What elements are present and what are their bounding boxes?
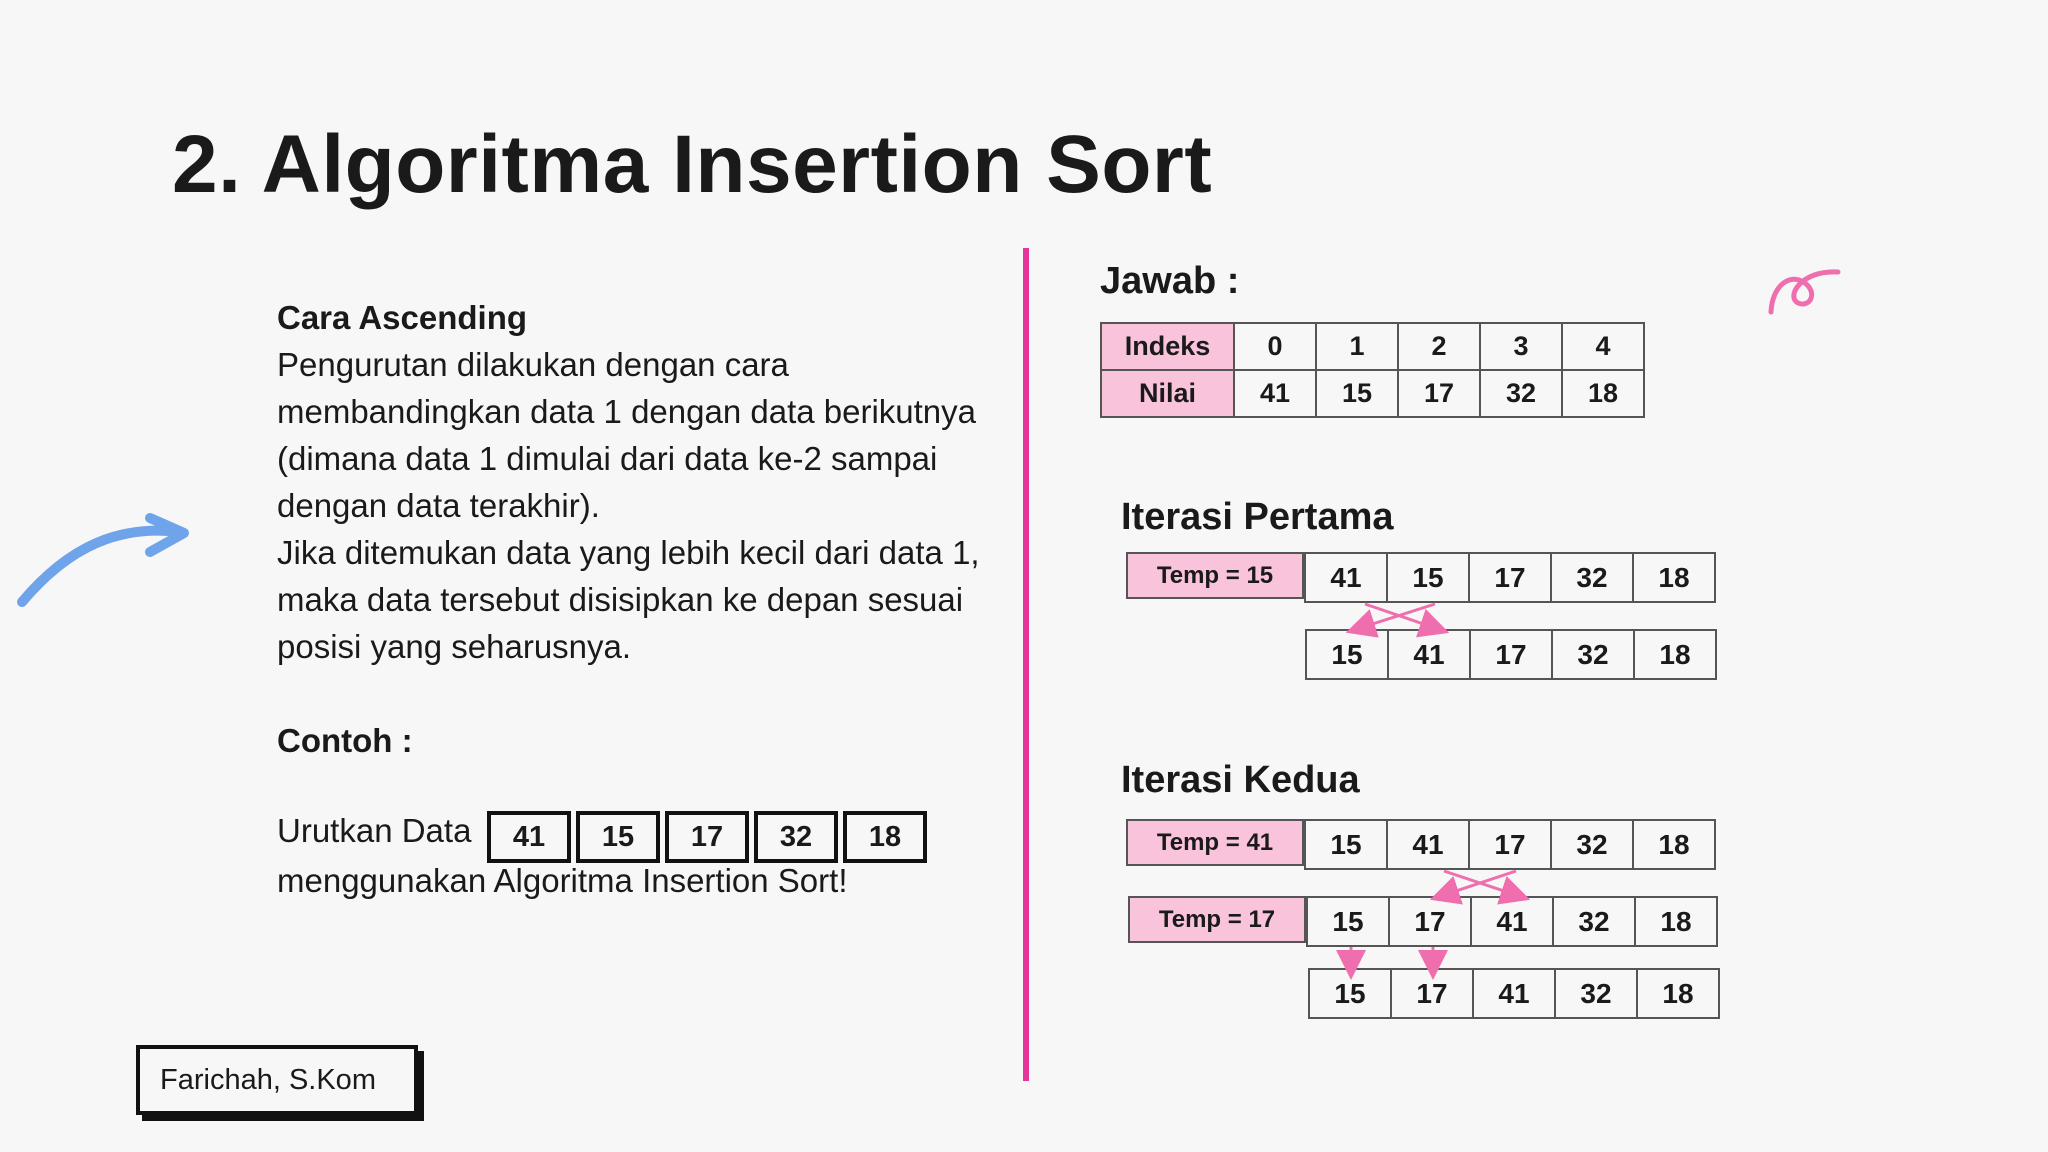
value-cell: 18 bbox=[1563, 371, 1643, 416]
value-cell: 32 bbox=[1481, 371, 1561, 416]
array-cells bbox=[1304, 552, 1716, 603]
array-cell: 32 bbox=[1554, 898, 1634, 945]
index-cell: 1 bbox=[1317, 324, 1397, 369]
example-prefix: Urutkan Data bbox=[277, 812, 472, 849]
index-cell: 0 bbox=[1235, 324, 1315, 369]
index-table bbox=[1100, 322, 1645, 418]
iteration-2-row-3 bbox=[1308, 968, 1720, 1019]
array-cell: 41 bbox=[1306, 554, 1386, 601]
array-cell: 18 bbox=[1635, 631, 1715, 678]
row-label: Indeks bbox=[1102, 324, 1233, 369]
array-cell: 15 bbox=[1307, 631, 1387, 678]
array-cell: 17 bbox=[1392, 970, 1472, 1017]
array-cell: 17 bbox=[1470, 554, 1550, 601]
array-cell: 41 bbox=[1474, 970, 1554, 1017]
paragraph-line: posisi yang seharusnya. bbox=[277, 628, 632, 665]
paragraph-line: dengan data terakhir). bbox=[277, 487, 600, 524]
author-name: Farichah, S.Kom bbox=[160, 1063, 376, 1096]
value-cell: 41 bbox=[1235, 371, 1315, 416]
data-box: 18 bbox=[843, 811, 927, 863]
paragraph-line: maka data tersebut disisipkan ke depan sesuai bbox=[277, 581, 964, 618]
iteration-2-row-1 bbox=[1126, 819, 1716, 870]
array-cell: 17 bbox=[1390, 898, 1470, 945]
array-cell: 15 bbox=[1306, 821, 1386, 868]
data-box: 41 bbox=[487, 811, 571, 863]
array-cells bbox=[1306, 896, 1718, 947]
row-label: Nilai bbox=[1102, 371, 1233, 416]
array-cell: 32 bbox=[1552, 821, 1632, 868]
array-cell: 32 bbox=[1556, 970, 1636, 1017]
index-cell: 4 bbox=[1563, 324, 1643, 369]
iteration-1-row-2 bbox=[1305, 629, 1717, 680]
array-cell: 15 bbox=[1308, 898, 1388, 945]
iteration-2-row-2 bbox=[1128, 896, 1718, 947]
data-box: 32 bbox=[754, 811, 838, 863]
array-cell: 41 bbox=[1472, 898, 1552, 945]
slide-title: 2. Algoritma Insertion Sort bbox=[172, 119, 1213, 210]
array-cell: 18 bbox=[1634, 554, 1714, 601]
array-cell: 18 bbox=[1634, 821, 1714, 868]
array-cell: 15 bbox=[1388, 554, 1468, 601]
temp-label: Temp = 15 bbox=[1126, 552, 1304, 599]
answer-label: Jawab : bbox=[1100, 260, 1240, 302]
example-suffix: menggunakan Algoritma Insertion Sort! bbox=[277, 862, 848, 899]
array-cell: 32 bbox=[1552, 554, 1632, 601]
data-box: 15 bbox=[576, 811, 660, 863]
array-cell: 41 bbox=[1388, 821, 1468, 868]
data-box: 17 bbox=[665, 811, 749, 863]
paragraph-line: Pengurutan dilakukan dengan cara bbox=[277, 346, 789, 383]
array-cell: 32 bbox=[1553, 631, 1633, 678]
array-cell: 15 bbox=[1310, 970, 1390, 1017]
array-cell: 18 bbox=[1638, 970, 1718, 1017]
example-data-boxes bbox=[487, 811, 927, 863]
value-cell: 17 bbox=[1399, 371, 1479, 416]
temp-label: Temp = 41 bbox=[1126, 819, 1304, 866]
paragraph-line: (dimana data 1 dimulai dari data ke-2 sampai bbox=[277, 440, 938, 477]
array-cell: 41 bbox=[1389, 631, 1469, 678]
index-cell: 2 bbox=[1399, 324, 1479, 369]
subheading: Cara Ascending bbox=[277, 299, 528, 336]
array-cell: 17 bbox=[1471, 631, 1551, 678]
author-label bbox=[136, 1045, 418, 1115]
value-cell: 15 bbox=[1317, 371, 1397, 416]
iteration-2-heading: Iterasi Kedua bbox=[1121, 759, 1360, 801]
array-cells bbox=[1304, 819, 1716, 870]
iteration-1-row-1 bbox=[1126, 552, 1716, 603]
paragraph-line: Jika ditemukan data yang lebih kecil dari data 1, bbox=[277, 534, 980, 571]
index-cell: 3 bbox=[1481, 324, 1561, 369]
iteration-1-heading: Iterasi Pertama bbox=[1121, 496, 1394, 538]
temp-label: Temp = 17 bbox=[1128, 896, 1306, 943]
paragraph-line: membandingkan data 1 dengan data berikutnya bbox=[277, 393, 977, 430]
array-cell: 18 bbox=[1636, 898, 1716, 945]
explanation bbox=[277, 294, 1017, 670]
vertical-divider bbox=[1023, 248, 1029, 1081]
example-heading: Contoh : bbox=[277, 722, 413, 759]
array-cell: 17 bbox=[1470, 821, 1550, 868]
